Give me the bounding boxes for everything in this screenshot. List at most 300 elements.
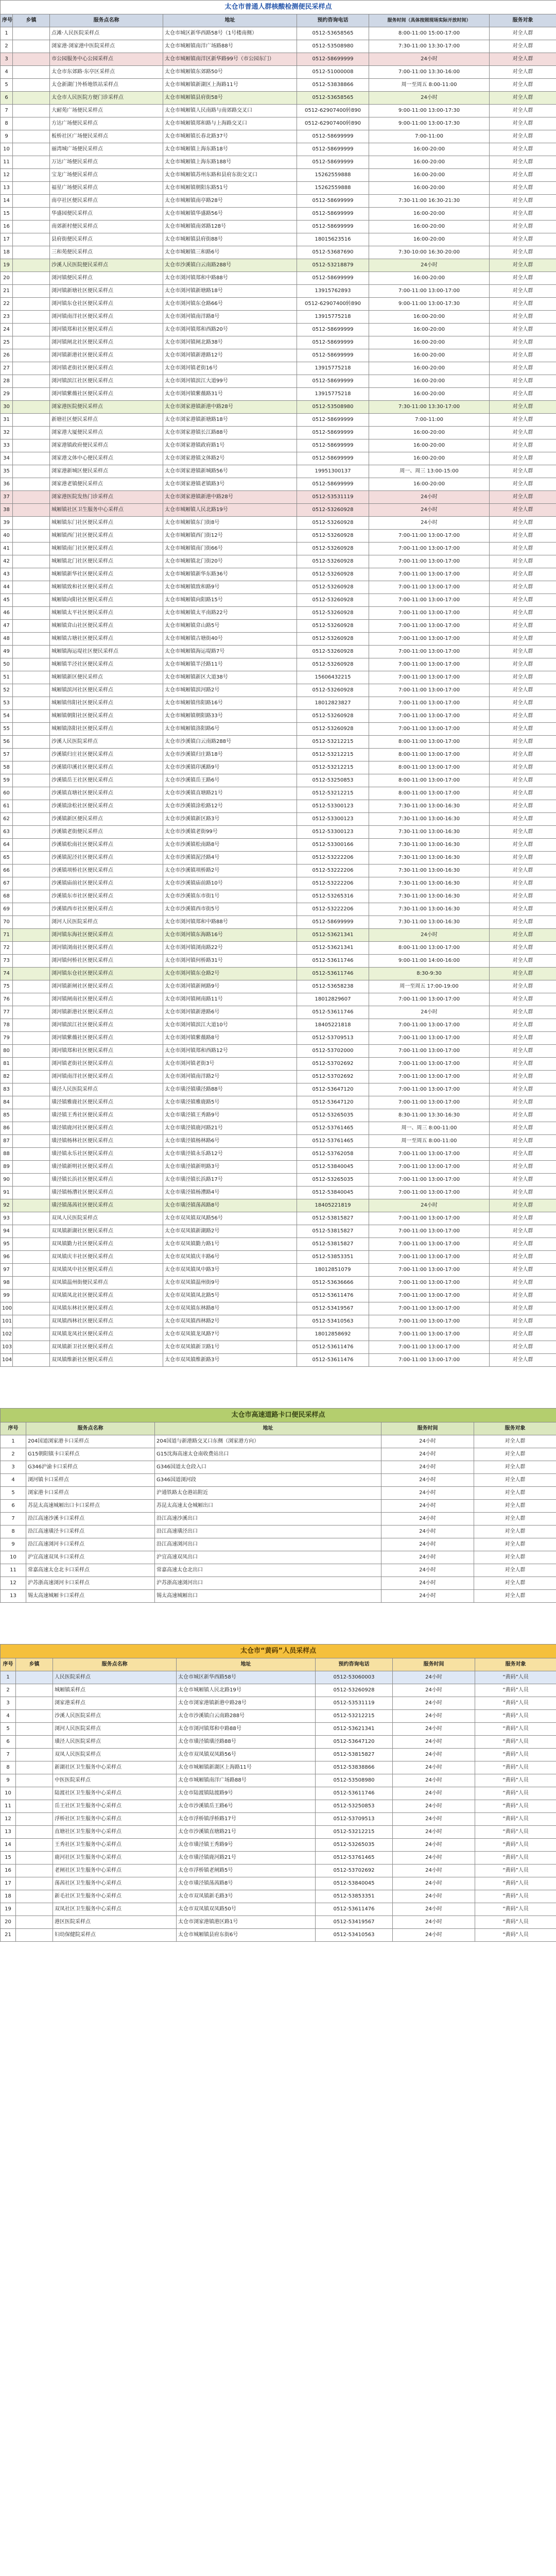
table-row: [1, 336, 556, 349]
table-cell: 0512-53300123: [297, 826, 369, 839]
table-cell: 太仓市城厢镇半泾路11号: [163, 658, 297, 671]
table-cell: 24小时: [369, 92, 490, 105]
table-cell: 68: [1, 890, 13, 903]
table-cell: 0512-58699999: [297, 324, 369, 336]
table-cell: 太仓市浏河镇闸南路11号: [163, 993, 297, 1006]
table-row: [1, 1199, 556, 1212]
table-cell: 太仓市璜泾镇雅鹿路5号: [163, 1096, 297, 1109]
table-cell: 36: [1, 478, 13, 491]
table-cell: 8:30-9:30: [369, 968, 490, 980]
table-cell: [13, 362, 50, 375]
table-cell: 7:00-11:00 13:00-17:00: [369, 1341, 490, 1354]
table-cell: [13, 66, 50, 79]
table-cell: 太仓市浏河镇新港路6号: [163, 1006, 297, 1019]
table-cell: 太仓市沙溪镇松南路8号: [163, 839, 297, 852]
table-row: [1, 169, 556, 182]
table-cell: G346国道浏河段: [155, 1474, 381, 1487]
table-cell: 太仓新湖门外桥地铁站采样点: [50, 79, 163, 92]
table-cell: 周一、周三 13:00-15:00: [369, 465, 490, 478]
table-row: [1, 1341, 556, 1354]
table-row: [1, 633, 556, 646]
table-cell: [13, 1264, 50, 1277]
table-cell: [13, 1290, 50, 1302]
table-row: [1, 182, 556, 195]
table-cell: 太仓市双凤镇凤北路5号: [163, 1290, 297, 1302]
table-cell: 大耐苑广场便民采样点: [50, 105, 163, 117]
table-row: [1, 1865, 556, 1877]
table-cell: 双凤镇龙凤社区便民采样点: [50, 1328, 163, 1341]
table-cell: 7:30-11:00 13:00-16:30: [369, 826, 490, 839]
table-cell: 9: [1, 1538, 26, 1551]
table-row: [1, 285, 556, 298]
table-cell: 24小时: [393, 1774, 475, 1787]
table-cell: 5: [1, 1487, 26, 1500]
table-row: [1, 723, 556, 736]
table-cell: 浏河镇东仓社区便民采样点: [50, 968, 163, 980]
table-cell: 对全人群: [490, 182, 556, 195]
table-cell: 7:30-10:00 16:30-20:00: [369, 246, 490, 259]
table-cell: “黄码”人员: [475, 1839, 556, 1852]
table-cell: 7: [1, 1513, 26, 1526]
table-cell: 沿江高速浏河出口: [155, 1538, 381, 1551]
table-cell: 太仓市浏河镇滨江大道99号: [163, 375, 297, 388]
table-cell: [13, 1083, 50, 1096]
table-cell: 57: [1, 749, 13, 761]
table-cell: 太仓市城厢镇北门街20号: [163, 555, 297, 568]
table-cell: [13, 1019, 50, 1032]
table-cell: [13, 980, 50, 993]
table-cell: 20: [1, 272, 13, 285]
table-row: [1, 620, 556, 633]
table-cell: 10: [1, 1551, 26, 1564]
table-row: [1, 1122, 556, 1135]
table-cell: [13, 401, 50, 414]
table-row: [1, 233, 556, 246]
table-cell: 7:00-11:00 13:00-17:00: [369, 568, 490, 581]
table-cell: 7:00-11:00 13:00-17:00: [369, 555, 490, 568]
table-cell: 太仓市浏河镇老街16号: [163, 362, 297, 375]
table-cell: 璜泾镇新明社区便民采样点: [50, 1161, 163, 1174]
table-cell: [13, 1354, 50, 1367]
table-cell: 0512-53222206: [297, 865, 369, 877]
table-cell: 沙溪镇新区便民采样点: [50, 813, 163, 826]
table-cell: 荡茜社区卫生服务中心采样点: [53, 1877, 177, 1890]
table-cell: 7: [1, 105, 13, 117]
table-row: [1, 1174, 556, 1187]
table-cell: 对全人群: [490, 1315, 556, 1328]
table-cell: 浏家港·浏家港中医院采样点: [50, 40, 163, 53]
table-row: [1, 117, 556, 130]
table-row: [1, 955, 556, 968]
table-cell: 城厢镇北门社区便民采样点: [50, 555, 163, 568]
table-row: [1, 414, 556, 427]
table-cell: 城厢镇洛阳社区便民采样点: [50, 723, 163, 736]
table-cell: 周一、周三 8:00-11:00: [369, 1122, 490, 1135]
table-cell: 太仓市浏河镇郑和中路88号: [163, 916, 297, 929]
table-row: [1, 1551, 556, 1564]
table-cell: 沙溪镇东市社区便民采样点: [50, 890, 163, 903]
table-cell: 双凤镇凤中社区便民采样点: [50, 1264, 163, 1277]
table-cell: 太仓市浏河镇老街3号: [163, 1058, 297, 1071]
table-cell: [13, 543, 50, 555]
table-cell: 双凤人民医院采样点: [50, 1212, 163, 1225]
table-cell: [16, 1723, 53, 1736]
table-cell: 24小时: [393, 1903, 475, 1916]
table-cell: 太仓市城厢镇古塘街40号: [163, 633, 297, 646]
table-cell: 太仓市城厢镇长春北路37号: [163, 130, 297, 143]
table-cell: [16, 1774, 53, 1787]
table-cell: 浏家港卡口采样点: [26, 1487, 155, 1500]
table-row: [1, 1839, 556, 1852]
table-cell: 太仓市浏河镇东海路16号: [163, 929, 297, 942]
table-cell: 对全人群: [490, 1058, 556, 1071]
table-row: [1, 877, 556, 890]
table-cell: [13, 594, 50, 607]
table-cell: 太仓市城厢镇新湖区上海路11号: [163, 79, 297, 92]
table-cell: 沙溪镇涂松社区便民采样点: [50, 800, 163, 813]
table-cell: 太仓市城厢镇人民北路19号: [177, 1684, 316, 1697]
table-cell: [13, 1161, 50, 1174]
table-row: [1, 826, 556, 839]
table-cell: 对全人群: [490, 311, 556, 324]
table-cell: 24小时: [393, 1877, 475, 1890]
table-cell: 对全人群: [490, 749, 556, 761]
table-cell: 16:00-20:00: [369, 182, 490, 195]
table-cell: [13, 130, 50, 143]
table-cell: [16, 1877, 53, 1890]
table-cell: [13, 1174, 50, 1187]
table-row: [1, 324, 556, 336]
table-row: [1, 1354, 556, 1367]
table-cell: 太仓市城厢镇苏州东路和县府东街交叉口: [163, 169, 297, 182]
table-cell: 16:00-20:00: [369, 156, 490, 169]
table-cell: [13, 1135, 50, 1148]
table-cell: 7:30-11:00 13:00-16:30: [369, 890, 490, 903]
table-cell: 13915775218: [297, 311, 369, 324]
table-cell: 23: [1, 311, 13, 324]
table-body: [1, 1435, 556, 1603]
table-cell: 太仓市城厢镇伟阳路16号: [163, 697, 297, 710]
table-cell: [13, 1238, 50, 1251]
table-row: [1, 195, 556, 208]
table-cell: 0512-53853351: [316, 1890, 393, 1903]
table-cell: 58: [1, 761, 13, 774]
table-cell: [13, 581, 50, 594]
table-cell: 11: [1, 156, 13, 169]
table-cell: 32: [1, 427, 13, 439]
table-cell: 0512-53840045: [297, 1187, 369, 1199]
table-cell: 0512-53260928: [297, 530, 369, 543]
table-cell: 对全人群: [490, 980, 556, 993]
table-cell: 60: [1, 787, 13, 800]
table-cell: 7:00-11:00 13:00-17:00: [369, 1354, 490, 1367]
table-cell: 新湖社区卫生服务中心采样点: [53, 1761, 177, 1774]
table-cell: 24: [1, 324, 13, 336]
table-cell: 沿江高速沙溪卡口采样点: [26, 1513, 155, 1526]
table-cell: 24小时: [381, 1526, 474, 1538]
table-cell: 3: [1, 1461, 26, 1474]
table-cell: 35: [1, 465, 13, 478]
table-cell: 太仓市城厢镇南洋广场路88号: [163, 40, 297, 53]
table-row: [1, 401, 556, 414]
table-cell: [13, 890, 50, 903]
table-cell: 24小时: [381, 1551, 474, 1564]
table-cell: 0512-53815827: [297, 1225, 369, 1238]
table-cell: 79: [1, 1032, 13, 1045]
table-cell: 34: [1, 452, 13, 465]
table-cell: 浏家港镇政府便民采样点: [50, 439, 163, 452]
table-cell: 沙溪镇松南社区便民采样点: [50, 839, 163, 852]
table-cell: 太仓市璜泾镇王秀路9号: [163, 1109, 297, 1122]
table-row: [1, 1032, 556, 1045]
table-cell: 太仓市城厢镇三和路6号: [163, 246, 297, 259]
table-cell: 0512-53840045: [297, 1161, 369, 1174]
table-cell: 太仓市璜泾镇荡茜路8号: [163, 1199, 297, 1212]
table-cell: 8:00-11:00 13:00-17:00: [369, 774, 490, 787]
table-cell: 太仓市浮桥镇浮桥路17号: [177, 1813, 316, 1826]
table-cell: 对全人群: [490, 1238, 556, 1251]
table-cell: 0512-53702692: [297, 1058, 369, 1071]
table-cell: 86: [1, 1122, 13, 1135]
table-cell: 14: [1, 195, 13, 208]
table-cell: 璜泾镇荡茜社区便民采样点: [50, 1199, 163, 1212]
table-cell: 双凤镇维新社区便民采样点: [50, 1354, 163, 1367]
table-cell: 老闸社区卫生服务中心采样点: [53, 1865, 177, 1877]
table-cell: 98: [1, 1277, 13, 1290]
table-cell: [13, 40, 50, 53]
table-cell: 1: [1, 27, 13, 40]
table-cell: 16:00-20:00: [369, 439, 490, 452]
table-cell: 16:00-20:00: [369, 427, 490, 439]
table-cell: [13, 620, 50, 633]
table-cell: [13, 1187, 50, 1199]
table-cell: 双凤人民医院采样点: [53, 1749, 177, 1761]
table-row: [1, 1697, 556, 1710]
table-cell: 83: [1, 1083, 13, 1096]
table-cell: 74: [1, 968, 13, 980]
table-cell: 7:00-11:00 13:00-17:00: [369, 710, 490, 723]
table-cell: 浏河镇东仓社区便民采样点: [50, 298, 163, 311]
table-cell: 太仓市沙溪镇泥泾路4号: [163, 852, 297, 865]
table-row: [1, 1487, 556, 1500]
table-cell: 5: [1, 1723, 16, 1736]
table-row: [1, 1852, 556, 1865]
table-cell: 城厢镇新区便民采样点: [50, 671, 163, 684]
table-cell: 0512-53508980: [316, 1774, 393, 1787]
table-cell: 太仓市沙溪镇直塘路21号: [163, 787, 297, 800]
table-cell: 7:30-11:00 13:00-16:30: [369, 852, 490, 865]
table-cell: 对全人群: [490, 298, 556, 311]
table-cell: 91: [1, 1187, 13, 1199]
table-cell: 56: [1, 736, 13, 749]
table-cell: 对全人群: [490, 362, 556, 375]
table-cell: 浏河镇何桥社区便民采样点: [50, 955, 163, 968]
table-cell: 太仓市城厢镇朝阳东路51号: [163, 182, 297, 195]
table-cell: [16, 1916, 53, 1929]
table-cell: 21: [1, 1929, 16, 1942]
table-cell: [13, 221, 50, 233]
table-cell: 璜泾镇永乐社区便民采样点: [50, 1148, 163, 1161]
table-cell: 38: [1, 504, 13, 517]
table-cell: [13, 1277, 50, 1290]
table-cell: 太仓市浏河镇浏南路22号: [163, 942, 297, 955]
table-cell: 对全人群: [490, 272, 556, 285]
table-cell: 璜泾镇杨漕社区便民采样点: [50, 1187, 163, 1199]
table-cell: 周一至周五 8:00-11:00: [369, 79, 490, 92]
table-cell: 太仓市城厢镇县府东街6号: [177, 1929, 316, 1942]
table-cell: 对全人群: [474, 1538, 556, 1551]
table-cell: [13, 336, 50, 349]
table-cell: 双凤镇温州街便民采样点: [50, 1277, 163, 1290]
table-cell: 港区医院采样点: [53, 1916, 177, 1929]
table-row: [1, 105, 556, 117]
table-header-row: [1, 14, 556, 27]
column-header: 服务时间（具体按照现场实际开放时间）: [369, 14, 490, 27]
table-cell: 0512-58699999: [297, 130, 369, 143]
table-cell: 太仓市城厢镇太平南路22号: [163, 607, 297, 620]
table-cell: “黄码”人员: [475, 1774, 556, 1787]
table-cell: 24小时: [393, 1929, 475, 1942]
table-cell: 太仓市城厢镇朝阳路33号: [163, 710, 297, 723]
table-row: [1, 607, 556, 620]
table-cell: 太仓市浏家港镇老镇路3号: [163, 478, 297, 491]
table-cell: [13, 1148, 50, 1161]
table-cell: [13, 298, 50, 311]
table-cell: 太仓市浏家港镇新港中路28号: [163, 401, 297, 414]
table-cell: “黄码”人员: [475, 1736, 556, 1749]
table-cell: [13, 813, 50, 826]
table-cell: 对全人群: [490, 1109, 556, 1122]
table-cell: 7:00-11:00 13:00-17:00: [369, 1251, 490, 1264]
table-cell: [16, 1800, 53, 1813]
table-cell: 太仓市双凤镇双凤路56号: [163, 1212, 297, 1225]
table-cell: 24小时: [381, 1461, 474, 1474]
table-cell: 24小时: [393, 1865, 475, 1877]
table-cell: 0512-53709513: [316, 1813, 393, 1826]
table-cell: 6: [1, 92, 13, 105]
table-cell: [13, 1109, 50, 1122]
table-cell: 对全人群: [490, 143, 556, 156]
table-cell: 浏河镇滨江社区便民采样点: [50, 1019, 163, 1032]
table-cell: 24小时: [381, 1474, 474, 1487]
table-cell: 0512-53658565: [297, 27, 369, 40]
table-cell: 太仓市璜泾镇璜泾路88号: [177, 1736, 316, 1749]
table-cell: 周一至周五 17:00-19:00: [369, 980, 490, 993]
table-row: [1, 208, 556, 221]
table-row: [1, 646, 556, 658]
table-cell: 7:00-11:00 13:00-17:00: [369, 1212, 490, 1225]
table-cell: 24小时: [393, 1916, 475, 1929]
table-cell: 0512-53709513: [297, 1032, 369, 1045]
table-cell: 沪宜高速双凤出口: [155, 1551, 381, 1564]
table-cell: 0512-53265035: [297, 1109, 369, 1122]
table-cell: 30: [1, 401, 13, 414]
table-cell: 27: [1, 362, 13, 375]
table-row: [1, 1890, 556, 1903]
table-row: [1, 865, 556, 877]
table-cell: 太仓市璜泾镇长浜路17号: [163, 1174, 297, 1187]
table-cell: 0512-53260928: [297, 504, 369, 517]
table-cell: 0512-53647120: [297, 1096, 369, 1109]
table-cell: 53: [1, 697, 13, 710]
table-title: 太仓市普通人群核酸检测便民采样点: [1, 1, 556, 14]
table-cell: 0512-53611746: [316, 1787, 393, 1800]
table-cell: 沙溪镇归庄社区便民采样点: [50, 749, 163, 761]
table-cell: 对全人群: [490, 787, 556, 800]
column-header: 预约咨询电话: [316, 1658, 393, 1671]
table-cell: 对全人群: [490, 401, 556, 414]
table-cell: [13, 452, 50, 465]
table-cell: 0512-53260928: [297, 658, 369, 671]
table-cell: 鹿河社区卫生服务中心采样点: [53, 1852, 177, 1865]
column-header: 服务对象: [474, 1422, 556, 1435]
table-cell: 城厢镇新华社区便民采样点: [50, 568, 163, 581]
table-cell: [16, 1813, 53, 1826]
table-cell: 0512-53260928: [297, 620, 369, 633]
column-header: 地址: [163, 14, 297, 27]
table-row: [1, 1006, 556, 1019]
table-cell: 城厢镇太平社区便民采样点: [50, 607, 163, 620]
table-cell: 7:00-11:00 13:00-17:00: [369, 697, 490, 710]
table-cell: 7:00-11:00 13:00-17:00: [369, 607, 490, 620]
table-cell: 16:00-20:00: [369, 478, 490, 491]
table-cell: 7:00-11:00 13:00-17:00: [369, 633, 490, 646]
table-row: [1, 942, 556, 955]
table-cell: 0512-53658565: [297, 92, 369, 105]
table-cell: 太仓市城厢镇上海东路188号: [163, 156, 297, 169]
table-cell: 0512-62907400转890: [297, 105, 369, 117]
table-cell: 24小时: [393, 1761, 475, 1774]
table-cell: 24小时: [393, 1710, 475, 1723]
table-cell: 对全人群: [490, 1032, 556, 1045]
table-cell: 0512-58699999: [297, 221, 369, 233]
table-cell: 7:00-11:00 13:00-17:00: [369, 1174, 490, 1187]
table-cell: 7:30-11:00 16:30-21:30: [369, 195, 490, 208]
table-cell: 双凤镇西林社区便民采样点: [50, 1315, 163, 1328]
table-cell: [13, 1045, 50, 1058]
table-cell: 太仓市城厢镇南洋区新华路99号（市公园东门）: [163, 53, 297, 66]
table-cell: 对全人群: [490, 1148, 556, 1161]
table-cell: 人民医院采样点: [53, 1671, 177, 1684]
table-cell: 41: [1, 543, 13, 555]
table-cell: 0512-53260928: [297, 607, 369, 620]
table-cell: 6: [1, 1736, 16, 1749]
table-cell: 太仓市浏河镇紫薇路8号: [163, 1032, 297, 1045]
table-cell: [13, 800, 50, 813]
table-cell: 对全人群: [490, 684, 556, 697]
table-cell: [13, 182, 50, 195]
table-cell: 18: [1, 246, 13, 259]
table-cell: 0512-53212215: [297, 736, 369, 749]
table-cell: 对全人群: [474, 1513, 556, 1526]
table-cell: 对全人群: [490, 92, 556, 105]
table-cell: [13, 697, 50, 710]
table-cell: 24小时: [369, 491, 490, 504]
table-cell: 7:00-11:00 13:00-17:00: [369, 1225, 490, 1238]
table-cell: 0512-53300166: [297, 839, 369, 852]
table-cell: 太仓市双凤镇东林路8号: [163, 1302, 297, 1315]
table-cell: [16, 1826, 53, 1839]
table-cell: 16:00-20:00: [369, 349, 490, 362]
table-body: [1, 1671, 556, 1942]
table-row: [1, 427, 556, 439]
table-cell: 沿江高速浏河卡口采样点: [26, 1538, 155, 1551]
table-cell: 对全人群: [490, 581, 556, 594]
table-cell: 0512-53531119: [316, 1697, 393, 1710]
table-cell: 4: [1, 1474, 26, 1487]
table-cell: 8:00-11:00 13:00-17:00: [369, 787, 490, 800]
table-cell: 0512-53212215: [316, 1710, 393, 1723]
